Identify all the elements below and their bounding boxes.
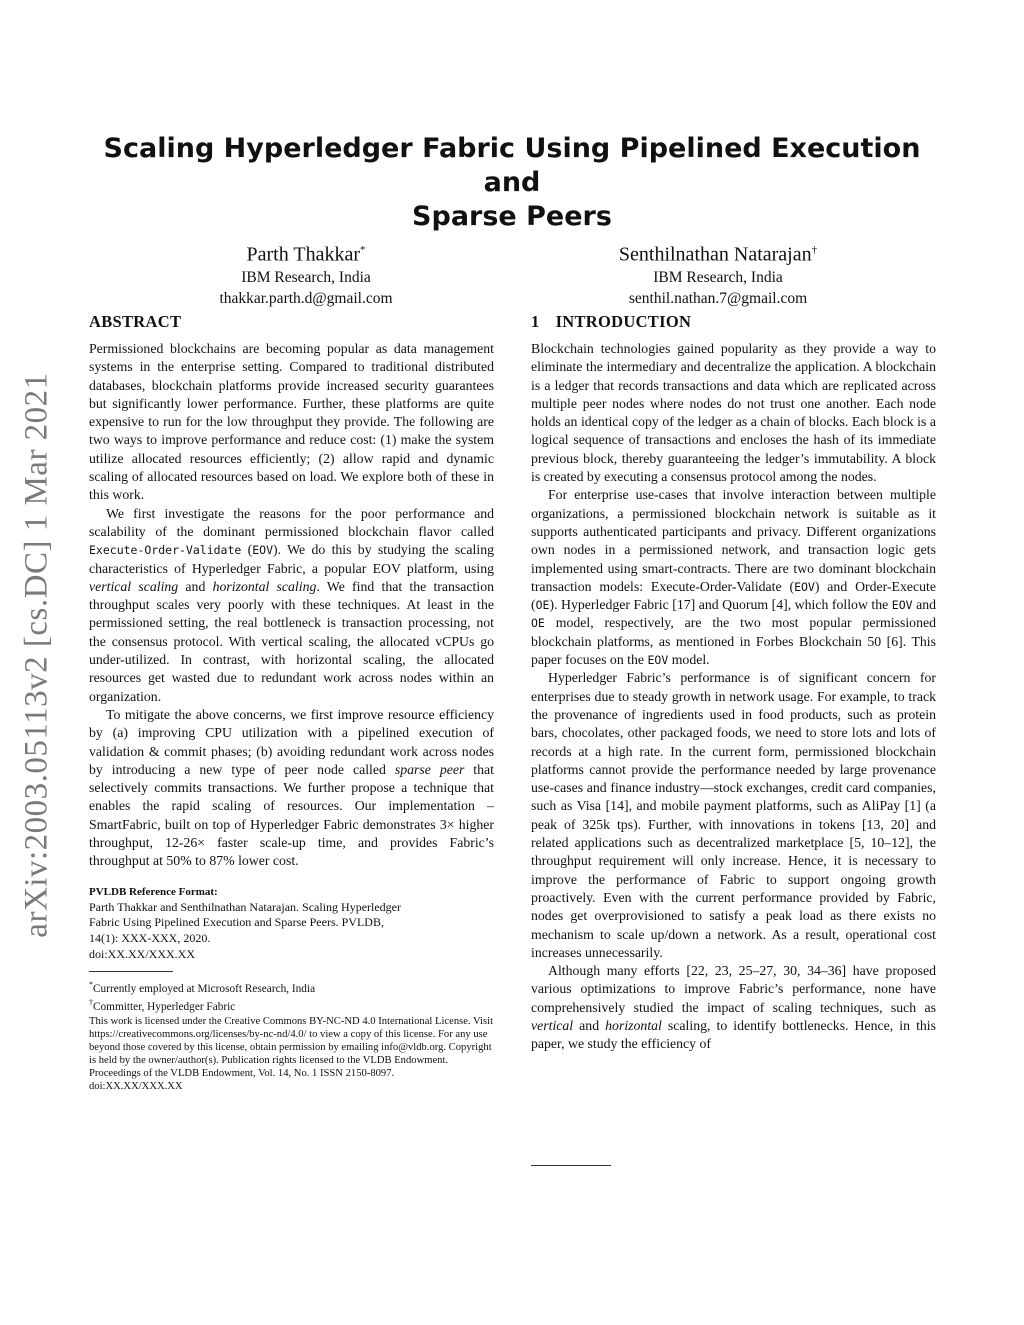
code-run: OE xyxy=(531,616,545,631)
code-run: EOV xyxy=(647,653,669,668)
intro-paragraph-4 xyxy=(531,962,936,1053)
text-run: ). We do this by studying the scaling characteristics of Hyperledger Fabric, a popular EOV platform, using xyxy=(89,542,494,576)
author-2-name: Senthilnathan Natarajan xyxy=(618,243,812,266)
reference-line: Fabric Using Pipelined Execution and Sparse Peers. PVLDB, xyxy=(89,915,384,930)
text-run: ( xyxy=(241,542,253,558)
code-run: EOV xyxy=(252,543,274,558)
footnote-text: Committer, Hyperledger Fabric xyxy=(93,1000,236,1013)
footnote-rule xyxy=(89,971,173,972)
abstract-paragraph-3 xyxy=(89,706,494,871)
intro-heading xyxy=(531,312,936,332)
reference-doi: doi:XX.XX/XXX.XX xyxy=(89,947,195,961)
text-run: We first investigate the reasons for the poor performance and scalability of the dominant permissioned blockchain flavor called xyxy=(89,505,494,539)
intro-paragraph-1: Blockchain technologies gained popularity as they provide a way to eliminate the intermediary and decentralize the application. A blockchain is a ledger that records transactions and data which are replicated across multiple peer nodes where nodes do not trust one another. Each node holds an identical copy of the ledger as a chain of blocks. Each block is a logical sequence of transactions and encloses the hash of its immediate previous block, thereby guaranteeing the ledger’s immutability. A block is created by executing a consensus protocol among the nodes. xyxy=(531,341,936,485)
text-run: and xyxy=(178,578,213,594)
text-run: and xyxy=(573,1017,606,1033)
reference-line: Parth Thakkar and Senthilnathan Natarajan. Scaling Hyperledger xyxy=(89,899,402,914)
emphasis-run: vertical scaling xyxy=(89,578,179,594)
reference-format-heading: PVLDB Reference Format: xyxy=(89,885,218,898)
author-1 xyxy=(96,238,516,309)
emphasis-run: horizontal xyxy=(605,1017,662,1033)
text-run: and xyxy=(912,597,936,613)
code-run: OE xyxy=(535,598,550,613)
text-run: model, respectively, are the two most popular permissioned blockchain platforms, as mentioned in Forbes Blockchain 50 [6]. This paper focuses on the xyxy=(531,615,936,668)
author-1-affiliation: IBM Research, India xyxy=(241,268,371,286)
text-run: Although many efforts [22, 23, 25–27, 30, 34–36] have proposed various optimizations to improve Fabric’s performance, none have comprehensively studied the impact of scaling techniques, such as xyxy=(531,963,936,1015)
text-run: scaling, to identify bottlenecks. Hence, in this paper, we study the efficiency of xyxy=(531,1017,936,1052)
text-run: that selectively commits transactions. We further propose a technique that enables the rapid scaling of resources. Our implementation – SmartFabric, built on top of Hyperledger Fabric demonstrates 3× higher throughput, 12-26× faster scale-up time, and provides Fabric’s throughput at 50% to 87% lower cost. xyxy=(89,761,494,869)
section-number: 1 xyxy=(531,312,540,331)
text-run: . We find that the transaction throughput scales very poorly with these techniques. At least in the permissioned setting, the real bottleneck is transaction processing, not the consensus protocol. With vertical scaling, the allocated vCPUs go under-utilized. In contrast, with horizontal scaling, the allocated resources get wasted due to redundant work across nodes within an organization. xyxy=(89,578,494,704)
text-run: model. xyxy=(668,652,710,668)
reference-format-body xyxy=(89,900,494,963)
author-2-affiliation: IBM Research, India xyxy=(653,268,783,286)
footnote-2 xyxy=(89,996,494,1014)
footnote-mark: † xyxy=(89,998,93,1008)
author-1-name: Parth Thakkar xyxy=(246,243,360,266)
right-footnote-rule xyxy=(531,1165,611,1166)
intro-paragraph-3: Hyperledger Fabric’s performance is of significant concern for enterprises due to steady growth in network usage. For example, to track the provenance of ingredients used in food products, such as protein bars, chocolates, other packaged foods, we need to store lots and lots of records at a high rate. In the current form, permissioned blockchain platforms cannot provide the performance needed by large provenance use-cases and finance industry—stock exchanges, credit card companies, such as Visa [14], and mobile payment platforms, such as AliPay [1] (a peak of 325k tps). Further, with innovations in tokens [13, 20] and related applications such as decentralized marketplace [5, 10–12], the throughput requirement will only increase. Hence, it is necessary to improve the performance of Fabric to support ongoing growth proactively. Even with the current performance provided by Fabric, nodes get overprovisioned to satisfy a peak load as there exists no mechanism to scale up/down a network. As a result, operational cost increases unnecessarily. xyxy=(531,670,936,960)
section-title: INTRODUCTION xyxy=(555,312,692,331)
text-run: For enterprise use-cases that involve interaction between multiple organizations, a permissioned blockchain network is suitable as it supports authenticated participants and privacy. Different organizations own nodes in a permissioned network, and transaction logic gets implemented using smart-contracts. There are two dominant blockchain transaction models: Execute-Order-Validate ( xyxy=(531,487,936,594)
paper-title xyxy=(100,132,924,234)
footnote-text: Currently employed at Microsoft Research, India xyxy=(93,982,316,995)
arxiv-id: arXiv:2003.05113v2 [cs.DC] 1 Mar 2021 xyxy=(18,372,55,938)
emphasis-run: vertical xyxy=(531,1017,574,1033)
reference-line: 14(1): XXX-XXX, 2020. xyxy=(89,931,211,946)
right-column xyxy=(531,312,936,1054)
footnote-mark: * xyxy=(89,979,93,989)
code-run: EOV xyxy=(891,598,913,613)
abstract-paragraph-1: Permissioned blockchains are becoming popular as data management systems in the enterprise setting. Compared to traditional distributed databases, blockchain platforms provide increased security guarantees but significantly lower performance. Further, these platforms are quite expensive to run for the low throughput they provide. The following are two ways to improve performance and reduce cost: (1) make the system utilize allocated resources efficiently; (2) allow rapid and dynamic scaling of allocated resources based on load. We explore both of these in this work. xyxy=(89,341,494,503)
author-2-email: senthil.nathan.7@gmail.com xyxy=(628,289,808,307)
emphasis-run: sparse peer xyxy=(394,761,465,777)
arxiv-stamp xyxy=(12,350,62,960)
left-column xyxy=(89,312,494,1093)
abstract-paragraph-2 xyxy=(89,505,494,706)
proceedings-line: Proceedings of the VLDB Endowment, Vol. 14, No. 1 ISSN 2150-8097. xyxy=(89,1067,395,1079)
code-run: Execute-Order-Validate xyxy=(89,543,242,558)
author-1-email: thakkar.parth.d@gmail.com xyxy=(219,289,393,307)
author-2 xyxy=(508,238,928,309)
intro-paragraph-2 xyxy=(531,486,936,669)
text-run: ). Hyperledger Fabric [17] and Quorum [4], which follow the xyxy=(549,597,892,613)
author-1-mark: * xyxy=(360,244,366,256)
proceedings-doi: doi:XX.XX/XXX.XX xyxy=(89,1080,183,1092)
license-notice: This work is licensed under the Creative Commons BY-NC-ND 4.0 International License. Visit https://creativecommons.org/licenses/by-nc-nd/4.0/ to view a copy of this license. For any use beyond those covered by this license, obtain permission by emailing info@vldb.org. Copyright is held by the owner/author(s). Publication rights licensed to the VLDB Endowment. xyxy=(89,1015,494,1066)
text-run: ) and Order-Execute ( xyxy=(531,578,936,613)
emphasis-run: horizontal scaling xyxy=(212,578,317,594)
text-run: To mitigate the above concerns, we first improve resource efficiency by (a) improving CPU utilization with a pipelined execution of validation & commit phases; (b) avoiding redundant work across nodes by introducing a new type of peer node called xyxy=(89,706,494,777)
author-2-mark: † xyxy=(811,244,818,256)
footnote-1 xyxy=(89,978,494,996)
title-line-2: Sparse Peers xyxy=(412,201,612,232)
abstract-heading: ABSTRACT xyxy=(89,312,182,331)
title-line-1: Scaling Hyperledger Fabric Using Pipelined Execution and xyxy=(103,133,921,198)
code-run: EOV xyxy=(794,579,815,594)
